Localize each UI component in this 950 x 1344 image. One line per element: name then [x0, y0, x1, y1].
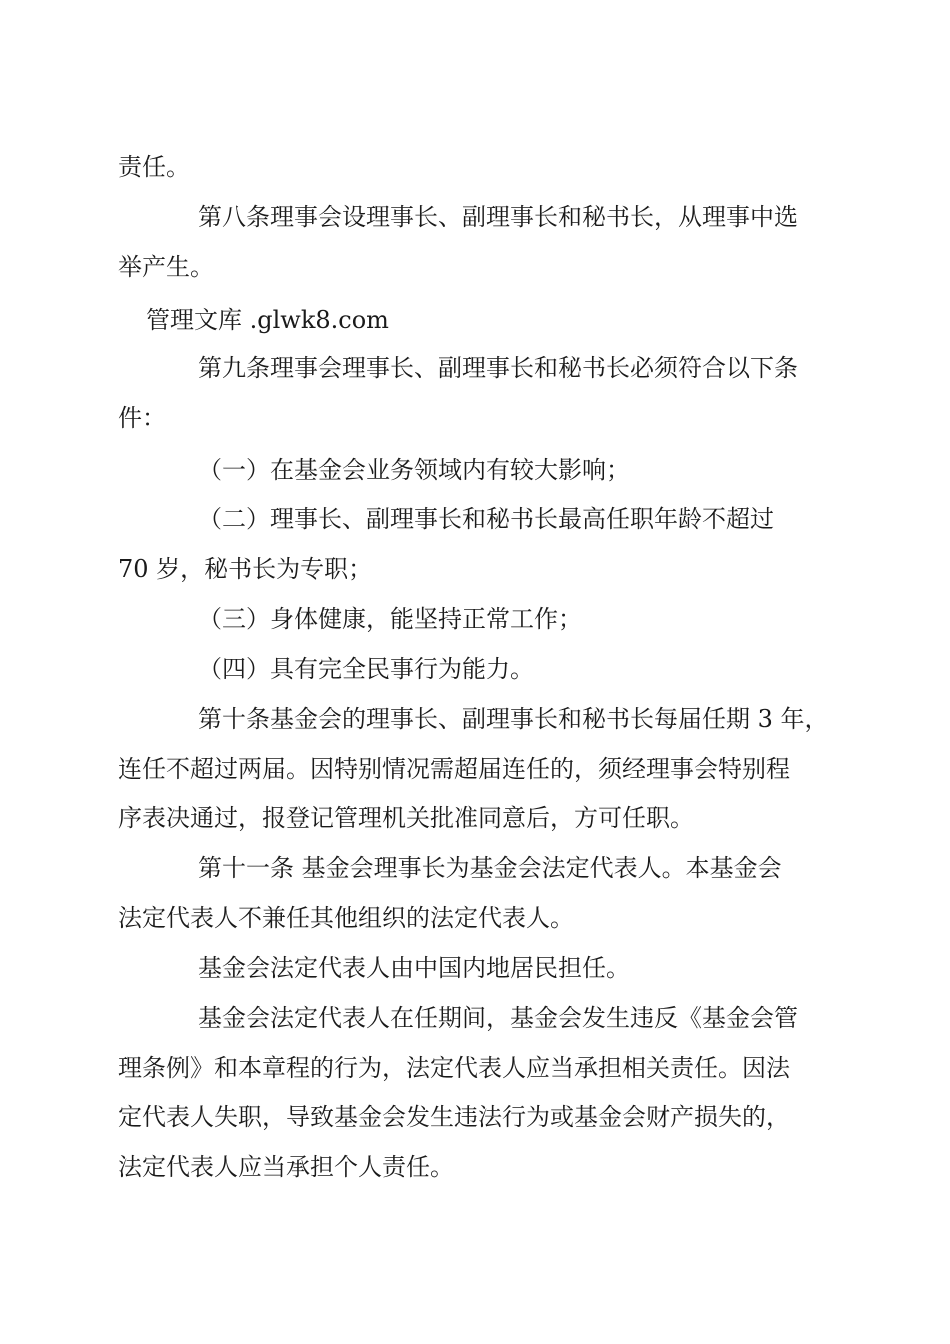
text-line: 法定代表人不兼任其他组织的法定代表人。	[118, 904, 574, 932]
text-line: 理条例》和本章程的行为，法定代表人应当承担相关责任。因法	[118, 1054, 790, 1082]
watermark-text: 管理文库 .glwk8.com	[146, 306, 389, 334]
text-line: 举产生。	[118, 253, 214, 281]
text-line: 件：	[118, 404, 166, 432]
text-line: 连任不超过两届。因特别情况需超届连任的，须经理事会特别程	[118, 755, 790, 783]
text-line: 基金会法定代表人由中国内地居民担任。	[198, 954, 630, 982]
text-line: （三）身体健康，能坚持正常工作；	[198, 605, 582, 633]
text-line: （四）具有完全民事行为能力。	[198, 655, 534, 683]
text-line: 定代表人失职，导致基金会发生违法行为或基金会财产损失的，	[118, 1103, 790, 1131]
text-line: 第十条基金会的理事长、副理事长和秘书长每届任期 3 年，	[198, 705, 829, 733]
text-line: 基金会法定代表人在任期间，基金会发生违反《基金会管	[198, 1004, 798, 1032]
text-line: 第九条理事会理事长、副理事长和秘书长必须符合以下条	[198, 354, 798, 382]
text-line: 责任。	[118, 153, 190, 181]
text-line: 序表决通过，报登记管理机关批准同意后，方可任职。	[118, 804, 694, 832]
text-line: （一）在基金会业务领域内有较大影响；	[198, 456, 630, 484]
text-line: 第八条理事会设理事长、副理事长和秘书长，从理事中选	[198, 203, 798, 231]
text-line: 第十一条 基金会理事长为基金会法定代表人。本基金会	[198, 854, 782, 882]
text-line: 70 岁，秘书长为专职；	[118, 555, 373, 583]
text-line: （二）理事长、副理事长和秘书长最高任职年龄不超过	[198, 505, 774, 533]
text-line: 法定代表人应当承担个人责任。	[118, 1153, 454, 1181]
